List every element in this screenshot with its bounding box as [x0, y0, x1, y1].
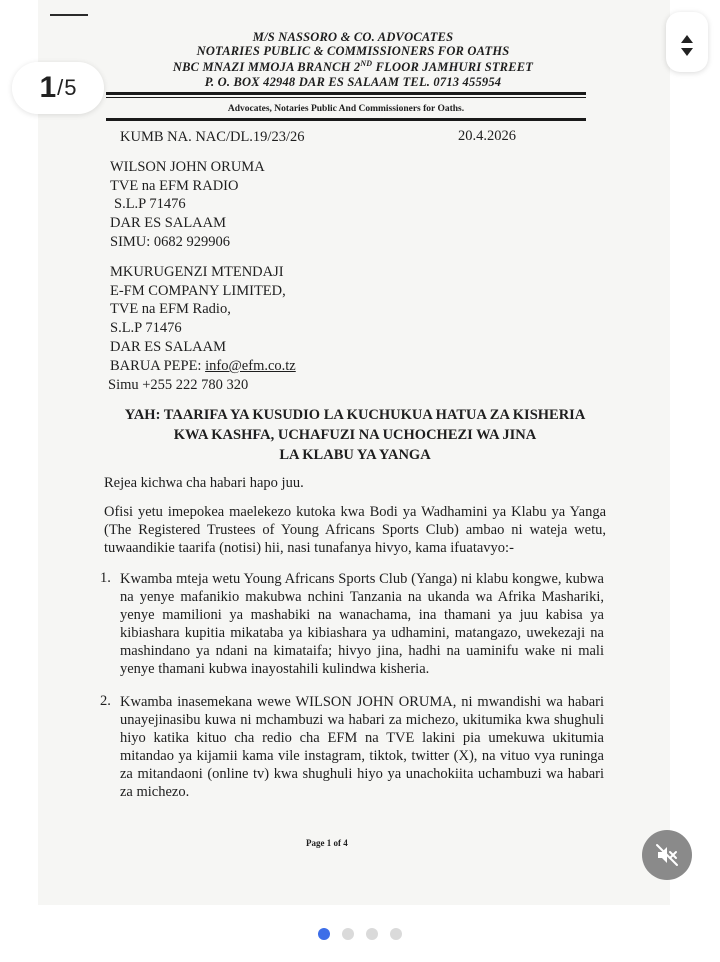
letterhead-rule-bottom: [106, 118, 586, 121]
page-counter: [12, 62, 104, 114]
letterhead-rule-top: [106, 92, 586, 95]
letter-date: 20.4.2026: [458, 128, 516, 144]
letterhead-services: NOTARIES PUBLIC & COMMISSIONERS FOR OATHS: [196, 44, 510, 58]
subject-line: YAH: TAARIFA YA KUSUDIO LA KUCHUKUA HATUA ZA KISHERIA: [124, 407, 586, 423]
point-text: Kwamba mteja wetu Young Africans Sports Club (Yanga) ni klabu kongwe, kubwa na yenye mafanikio makubwa nchini Tanzania na ukanda wa Afrika Mashariki, yenye mamilioni ya mashabiki na wanachama, ina thamani ya juu kabisa ya kibiashara kupitia mikataba ya kibiashara ya udhamini, matangazo, uwekezaji na mashindano ya ndani na kimataifa; hivyo jina, hadhi na uaminifu wake ni mali yenye thamani kubwa inayostahili kulindwa kisheria.: [120, 571, 604, 677]
letterhead-address: NBC MNAZI MMOJA BRANCH 2ND FLOOR JAMHURI STREET: [172, 59, 534, 75]
scan-mark: [50, 14, 88, 16]
recipient-line: S.L.P 71476: [110, 320, 182, 336]
recipient-line: E-FM COMPANY LIMITED,: [110, 283, 286, 299]
point-text: Kwamba inasemekana wewe WILSON JOHN ORUMA, ni mwandishi wa habari unayejinasibu kuwa ni mchambuzi wa habari za michezo, ukitumika kwa shughuli hiyo katika kituo cha redio cha EFM na TVE lakini pia umekuwa ukitumia mitandao ya kijamii kama vile instagram, tiktok, twitter (X), na vituo vya runinga za mitandaoni (online tv) kwa shughuli hiyo ya unachokiita uchambuzi wa habari za michezo.: [120, 694, 604, 800]
recipient-line: SIMU: 0682 929906: [110, 234, 231, 250]
letterhead-tagline: Advocates, Notaries Public And Commissioners for Oaths.: [227, 104, 465, 114]
phone-line: Simu +255 222 780 320: [108, 377, 249, 393]
letterhead-rule-thin: [106, 97, 586, 98]
recipient-line: TVE na EFM Radio,: [110, 301, 231, 317]
point-number: 1.: [100, 570, 111, 586]
email-label: BARUA PEPE:: [110, 358, 206, 374]
carousel-dot[interactable]: [342, 928, 354, 940]
page-counter-current: 1: [39, 71, 57, 104]
recipient-line: MKURUGENZI MTENDAJI: [110, 264, 284, 280]
subject-heading: [100, 405, 610, 465]
intro-paragraph: Ofisi yetu imepokea maelekezo kutoka kwa Bodi ya Wadhamini ya Klabu ya Yanga (The Registered Trustees of Young Africans Sports Club) ambao ni wateja wetu, tuwaandikie taarifa (notisi) hii, nasi tunafanya hivyo, kama ifuatavyo:-: [104, 504, 606, 556]
recipient-line: S.L.P 71476: [114, 196, 186, 212]
page-footer: Page 1 of 4: [306, 838, 348, 848]
sort-arrows-icon: [666, 12, 708, 72]
recipient-line: DAR ES SALAAM: [110, 215, 227, 231]
carousel-dot[interactable]: [390, 928, 402, 940]
subject-line: LA KLABU YA YANGA: [279, 447, 431, 463]
page-counter-total: 5: [64, 75, 77, 100]
point-number: 2.: [100, 693, 111, 709]
letterhead-firm: M/S NASSORO & CO. ADVOCATES: [252, 30, 454, 44]
recipient-line: WILSON JOHN ORUMA: [110, 159, 265, 175]
carousel-dot[interactable]: [318, 928, 330, 940]
mute-button[interactable]: [642, 830, 692, 880]
email-address: info@efm.co.tz: [205, 358, 296, 374]
recipient-line: TVE na EFM RADIO: [110, 178, 239, 194]
muted-speaker-icon: [654, 842, 680, 868]
page-counter-separator: /: [57, 75, 64, 100]
reference-number: KUMB NA. NAC/DL.19/23/26: [120, 129, 305, 145]
recipient-line: DAR ES SALAAM: [110, 339, 227, 355]
carousel-dot[interactable]: [366, 928, 378, 940]
sort-button[interactable]: [666, 12, 708, 72]
intro-reference: Rejea kichwa cha habari hapo juu.: [104, 475, 304, 491]
letterhead-box: P. O. BOX 42948 DAR ES SALAAM TEL. 0713 455954: [204, 75, 502, 89]
carousel-dots: [318, 928, 402, 940]
document-page: [38, 0, 670, 905]
email-line: [110, 357, 296, 375]
subject-line: KWA KASHFA, UCHAFUZI NA UCHOCHEZI WA JINA: [173, 427, 537, 443]
